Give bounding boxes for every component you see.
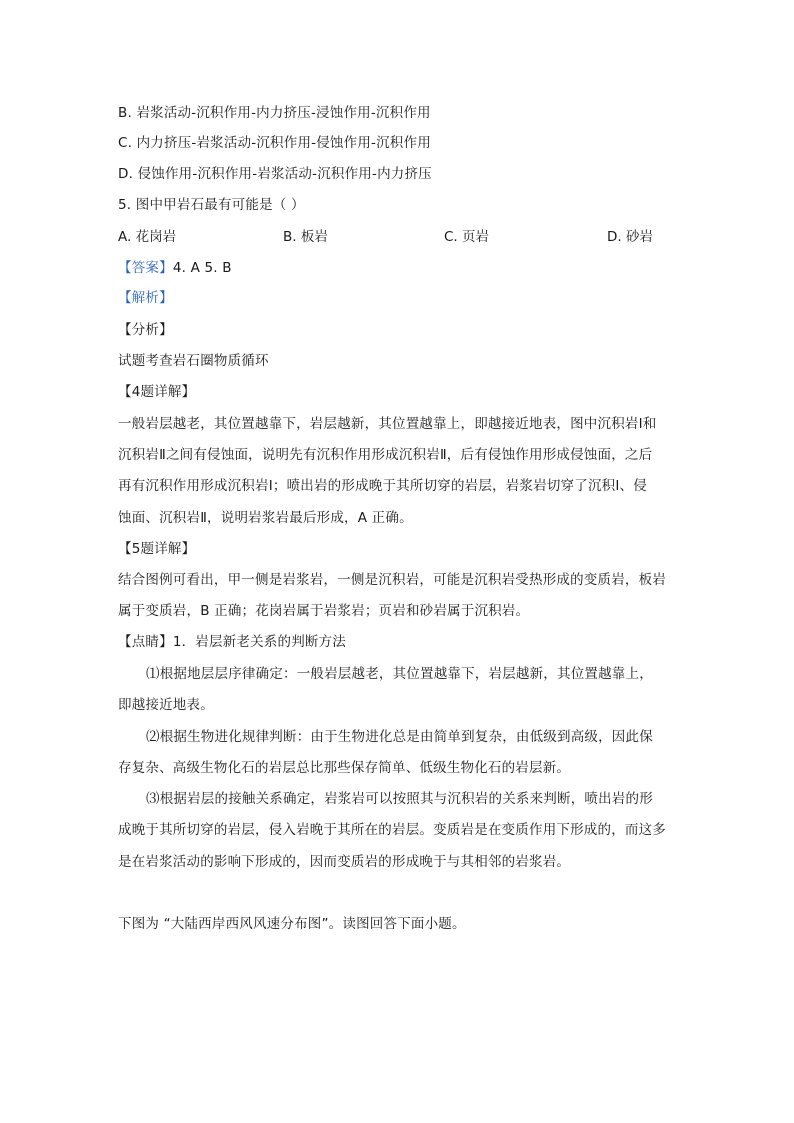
option-c-q4: C. 内力挤压-岩浆活动-沉积作用-侵蚀作用-沉积作用 <box>118 135 431 151</box>
dianjing-point-3: ⑶根据岩层的接触关系确定，岩浆岩可以按照其与沉积岩的关系来判断，喷出岩的形 <box>146 791 653 807</box>
answer-label: 【答案】 <box>118 260 173 276</box>
dianjing-point-3-cont: 成晚于其所切穿的岩层，侵入岩晚于其所在的岩层。变质岩是在变质作用下形成的，而这多 <box>118 822 666 838</box>
fenxi-label: 【分析】 <box>118 322 173 338</box>
q5-option-a: A. 花岗岩 <box>118 229 177 245</box>
q5-option-c: C. 页岩 <box>444 229 490 245</box>
q5-option-d: D. 砂岩 <box>607 229 653 245</box>
q4-detail-line: 一般岩层越老，其位置越靠下，岩层越新，其位置越靠上，即越接近地表，图中沉积岩Ⅰ和 <box>118 416 657 432</box>
q5-detail-line: 属于变质岩，B 正确；花岗岩属于岩浆岩；页岩和砂岩属于沉积岩。 <box>118 603 530 619</box>
answer-text: 4. A 5. B <box>172 260 232 276</box>
dianjing-line <box>118 632 346 652</box>
option-b-q4: B. 岩浆活动-沉积作用-内力挤压-浸蚀作用-沉积作用 <box>118 105 431 121</box>
q4-detail-line: 蚀面、沉积岩Ⅱ，说明岩浆岩最后形成，A 正确。 <box>118 510 413 526</box>
q4-detail-label: 【4题详解】 <box>118 384 196 400</box>
analysis-label: 【解析】 <box>118 290 173 306</box>
dianjing-title: 1．岩层新老关系的判断方法 <box>172 634 347 650</box>
answer-line <box>118 258 232 278</box>
dianjing-point-3-cont: 是在岩浆活动的影响下形成的，因而变质岩的形成晚于与其相邻的岩浆岩。 <box>118 854 571 870</box>
fenxi-text: 试题考查岩石圈物质循环 <box>118 353 269 369</box>
question-5-stem: 5. 图中甲岩石最有可能是（ ） <box>118 197 305 213</box>
option-d-q4: D. 侵蚀作用-沉积作用-岩浆活动-沉积作用-内力挤压 <box>118 166 432 182</box>
q4-detail-line: 再有沉积作用形成沉积岩Ⅰ；喷出岩的形成晚于其所切穿的岩层，岩浆岩切穿了沉积Ⅰ、侵 <box>118 478 647 494</box>
dianjing-point-1-cont: 即越接近地表。 <box>118 697 214 713</box>
q5-option-b: B. 板岩 <box>283 229 328 245</box>
dianjing-point-1: ⑴根据地层层序律确定：一般岩层越老，其位置越靠下，岩层越新，其位置越靠上， <box>146 666 653 682</box>
q5-detail-label: 【5题详解】 <box>118 541 196 557</box>
q4-detail-line: 沉积岩Ⅱ之间有侵蚀面，说明先有沉积作用形成沉积岩Ⅱ，后有侵蚀作用形成侵蚀面，之后 <box>118 447 653 463</box>
dianjing-point-2: ⑵根据生物进化规律判断：由于生物进化总是由简单到复杂，由低级到高级，因此保 <box>146 729 653 745</box>
dianjing-label: 【点睛】 <box>118 634 173 650</box>
q5-detail-line: 结合图例可看出，甲一侧是岩浆岩，一侧是沉积岩，可能是沉积岩受热形成的变质岩，板岩 <box>118 572 666 588</box>
dianjing-point-2-cont: 存复杂、高级生物化石的岩层总比那些保存简单、低级生物化石的岩层新。 <box>118 760 571 776</box>
next-question-intro: 下图为 “大陆西岸西风风速分布图”。读图回答下面小题。 <box>118 916 466 932</box>
